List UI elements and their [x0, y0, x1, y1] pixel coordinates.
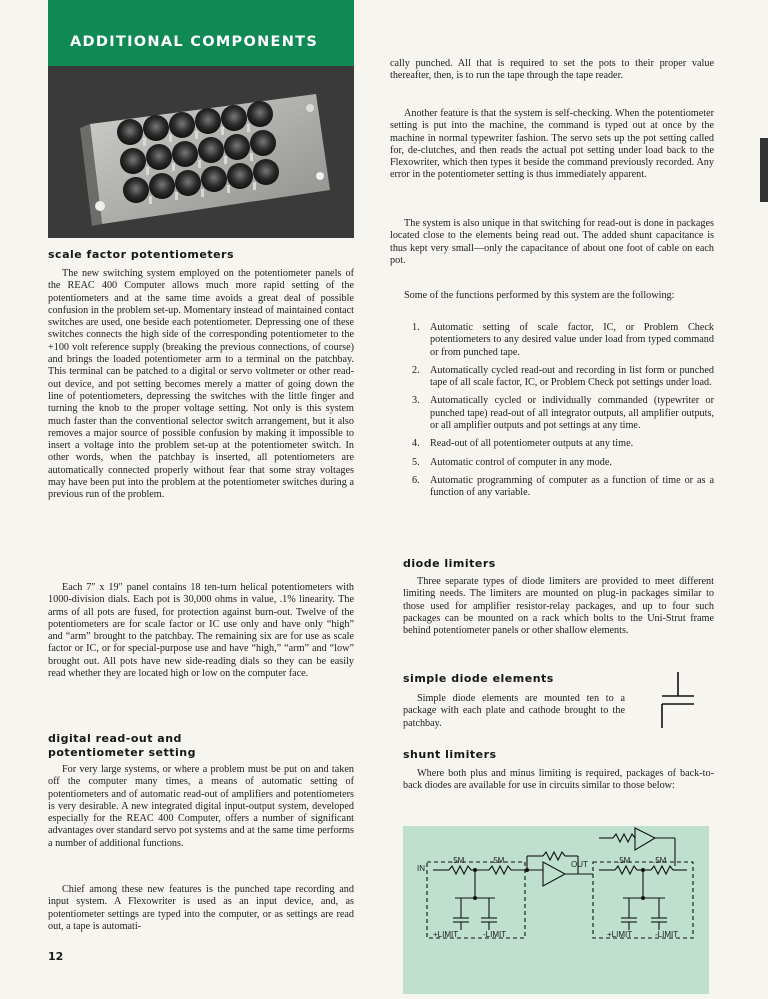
list-item: [390, 322, 714, 359]
heading-digital-readout-2: potentiometer setting: [48, 746, 196, 759]
paragraph-self-checking: Another feature is that the system is self-checking. When the potentiometer setting is put into the machine, the command is typed out at once by the machine in normal typewriter fashion. The servo sets up the pot setting called for, de-clutches, and then reads the actual pot setting under load back to the Flexowriter, which then types it beside the command previously recorded. Any error in the potentiometer setting is thus immediately apparent.: [390, 108, 714, 181]
label-in: IN: [417, 864, 425, 873]
list-number: 4.: [412, 438, 420, 450]
list-number: 3.: [412, 395, 420, 407]
shunt-limiter-circuit-diagram: [403, 826, 709, 994]
paragraph-diode-limiters: Three separate types of diode limiters are provided to meet different limiting needs. The limiters are mounted on plug-in packages similar to those used for amplifier resistor-relay packages, and up to four such packages can be mounted on a rack which bolts to the Uni-Strut frame behind potentiometer panels or other shallow elements.: [403, 576, 714, 637]
label-plus-limit-2: +LIMIT: [607, 930, 633, 939]
section-title: ADDITIONAL COMPONENTS: [70, 34, 319, 50]
heading-shunt-limiters: shunt limiters: [403, 748, 497, 761]
page-number: 12: [48, 950, 64, 963]
paragraph-functions-intro: Some of the functions performed by this system are the following:: [404, 290, 675, 301]
list-number: 1.: [412, 322, 420, 333]
list-text: Automatic control of computer in any mode.: [430, 456, 612, 468]
paragraph-digital-io: For very large systems, or where a problem must be put on and taken off the computer many times, a means of automatic setting of potentiometers and of automatic read-out of amplifiers and potentiometers is very desirable. A new integrated digital input-output system, developed especially for the REAC 400 Computer, offers a number of significant advantages over standard servo pot systems and at the same time performs a number of additional functions.: [48, 764, 354, 849]
heading-simple-diode: simple diode elements: [403, 672, 554, 685]
list-item: [390, 438, 714, 450]
label-r1: .5M: [451, 856, 465, 865]
functions-list: [390, 322, 714, 506]
page-edge-mark: [760, 138, 768, 202]
list-item: [390, 395, 714, 432]
paragraph-switching-readout: The system is also unique in that switching for read-out is done in packages located close to the elements being read out. The added shunt capacitance is thus kept very small—only the capacitance of about one foot of cable on each pot.: [390, 218, 714, 266]
paragraph-continued: cally punched. All that is required to set the pots to their proper value thereafter, then, is to run the tape through the tape reader.: [390, 58, 714, 82]
heading-digital-readout-1: digital read-out and: [48, 732, 182, 745]
label-r3: .5M: [617, 856, 631, 865]
label-r2: .5M: [491, 856, 505, 865]
panel-illustration: [48, 66, 354, 238]
paragraph-panel-spec: Each 7″ x 19″ panel contains 18 ten-turn helical potentiometers with 1000-division dials. Each pot is 30,000 ohms in value, .1% linearity. The arms of all pots are fused, for protection against burn-out. Twelve of the potentiometers are for scale factor or IC use only and have only “high” and “arm” brought to the patchbay. The remaining six are for use as scale factor or IC, or for special-purpose use and have “high,” “arm” and “low” brought out. All pots have new side-reading dials so they can be easily read whether they are located high or low on the computer face.: [48, 582, 354, 680]
list-text: Automatically cycled or individually commanded (typewriter or punched tape) read-out of all integrator outputs, all amplifier outputs, or all amplifier outputs and pot settings at any time.: [430, 395, 714, 432]
list-item: [390, 365, 714, 390]
circuit-svg: [403, 826, 709, 994]
section-banner: [48, 0, 354, 66]
list-number: 5.: [412, 456, 420, 468]
heading-diode-limiters: diode limiters: [403, 557, 496, 570]
list-text: Automatic setting of scale factor, IC, or Problem Check potentiometers to any desired value under load from typed command or from punched tape.: [430, 322, 714, 358]
label-out: OUT: [571, 860, 588, 869]
paragraph-switching-system: The new switching system employed on the potentiometer panels of the REAC 400 Computer allows much more rapid setting of the potentiometers and at the same time avoids a great deal of possible confusion in the problem set-up. Momentary instead of maintained contact switches are used, one beside each potentiometer. Depressing one of these switches connects the high side of the corresponding potentiometer to the +100 volt reference supply (breaking the previous connections, of course) and brings the loaded potentiometer arm to a terminal on the patchbay. This terminal can be patched to a digital or servo voltmeter or other read-out device, and pot setting becomes merely a matter of going down the line of potentiometers, depressing the switches with the little finger and turning the knob to the proper voltage setting. Not only is this system much faster than the conventional selector switch arrangement, but it also removes a major source of possible confusion by making it impossible to insert a voltage into the problem set-up at the potentiometer switch. In other words, when the patchbay is inserted, all potentiometers are automatically connected properly without fear that some stray voltages may have been put into the problem at the potentiometer switches during a previous run of the problem.: [48, 268, 354, 501]
list-number: 6.: [412, 474, 420, 486]
label-r4: .5M: [653, 856, 667, 865]
list-item: [390, 457, 714, 469]
label-minus-limit-2: -LIMIT: [655, 930, 679, 939]
diode-symbol-icon: [652, 668, 702, 732]
list-text: Read-out of all potentiometer outputs at any time.: [430, 438, 634, 450]
list-text: Automatic programming of computer as a function of time or as a function of any variable.: [430, 474, 714, 499]
paragraph-simple-diode: Simple diode elements are mounted ten to a package with each plate and cathode brought to the patchbay.: [403, 693, 625, 729]
potentiometer-panel-photo: [48, 66, 354, 238]
label-plus-limit-1: +LIMIT: [433, 930, 459, 939]
list-item: [390, 475, 714, 500]
list-number: 2.: [412, 364, 420, 376]
paragraph-punched-tape: Chief among these new features is the punched tape recording and input system. A Flexowriter is used as an input device, and, as potentiometer settings are typed into the computer, or as settings are read out, a tape is automati-: [48, 884, 354, 932]
heading-scale-factor: scale factor potentiometers: [48, 248, 235, 261]
list-text: Automatically cycled read-out and recording in list form or punched tape of all scale factor, IC, or Problem Check pot settings under load.: [430, 364, 714, 389]
paragraph-shunt-limiters: Where both plus and minus limiting is required, packages of back-to-back diodes are available for use in circuits similar to those below:: [403, 768, 714, 792]
label-minus-limit-1: -LIMIT: [483, 930, 507, 939]
